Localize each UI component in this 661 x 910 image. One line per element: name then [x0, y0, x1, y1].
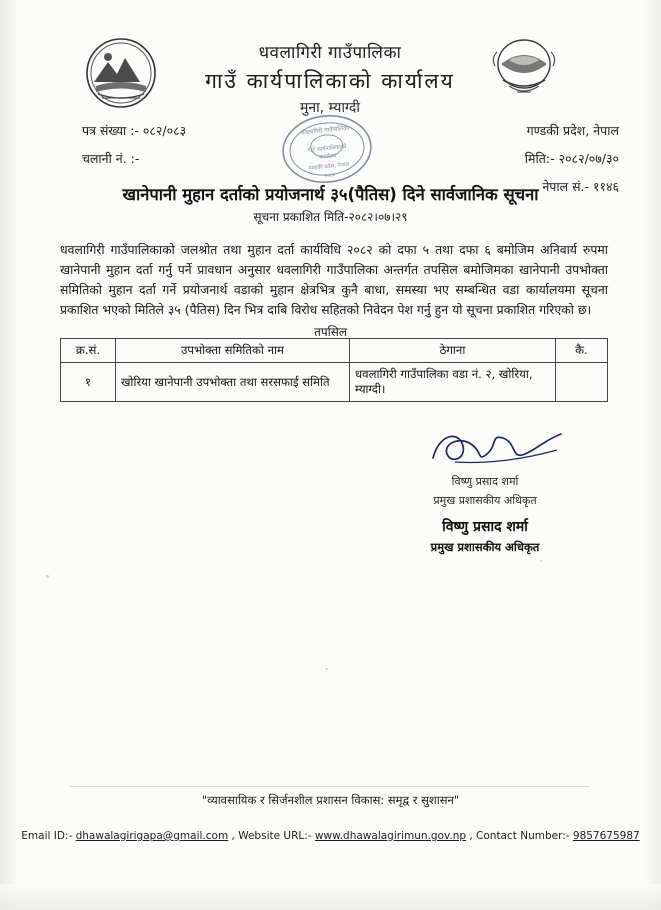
tapasil-label: तपसिल — [313, 325, 347, 339]
signature-name-printed: विष्णु प्रसाद शर्मा — [442, 519, 528, 535]
details-table — [60, 338, 608, 402]
meta-left-column — [82, 122, 302, 178]
email-address[interactable]: dhawalagirigapa@gmail.com — [75, 830, 229, 842]
office-place: मुना, म्याग्दी — [300, 100, 360, 116]
svg-text:कार्यालय: कार्यालय — [318, 153, 337, 161]
footer-divider — [70, 786, 590, 787]
table-row — [61, 363, 608, 402]
table-header-row — [61, 339, 608, 363]
scan-edge-bottom — [0, 884, 661, 910]
scan-speck — [540, 560, 542, 562]
header-remarks: कै. — [555, 339, 607, 363]
issue-date: मिति:- २०८२/०७/३० — [524, 151, 619, 166]
details-table-wrapper — [60, 338, 608, 402]
header-committee-name: उपभोक्ता समितिको नाम — [115, 339, 349, 363]
nepal-sambat: नेपाल सं.- ११४६ — [542, 179, 619, 194]
notice-body-paragraph: धवलागिरी गाउँपालिकाको जलश्रोत तथा मुहान दर्ता कार्यविधि २०८२ को दफा ५ तथा दफा ६ बमोजिम अनिवार्य रुपमा खानेपानी मुहान दर्ता गर्नु पर्ने प्रावधान अनुसार धवलागिरी गाउँपालिका अन्तर्गत तपसिल बमोजिमका खानेपानी उपभोक्ता समितिको मुहान दर्ता गर्ने प्रयोजनार्थ वडाको मुहान क्षेत्रभित्र कुनै बाधा, समस्या भए सम्बन्धित वडा कार्यालयमा सूचना प्रकाशित भएको मितिले ३५ (पैतिस) दिन भित्र दाबि विरोध सहितको निवेदन पेश गर्नु हुन यो सूचना प्रकाशित गरिएको छ। — [60, 242, 608, 317]
row-remarks — [555, 363, 607, 402]
row-address: धवलागिरी गाउँपालिका वडा नं. २, खोरिया, म्याग्दी। — [350, 363, 556, 402]
row-serial: १ — [61, 363, 116, 402]
svg-text:२०८२: २०८२ — [324, 172, 336, 180]
footer-contact-line — [0, 830, 661, 842]
signature-name-handwritten: विष्णु प्रसाद शर्मा — [451, 475, 519, 488]
row-committee-name: खोरिया खानेपानी उपभोक्ता तथा सरसफाई समिति — [115, 363, 349, 402]
province-country: गण्डकी प्रदेश, नेपाल — [526, 123, 619, 138]
organization-name: धवलागिरी गाउँपालिका — [258, 43, 402, 63]
website-label: , Website URL:- — [231, 830, 312, 842]
office-name: गाउँ कार्यपालिकाको कार्यालय — [205, 69, 455, 93]
svg-text:गण्डकी प्रदेश, नेपाल: गण्डकी प्रदेश, नेपाल — [308, 161, 350, 173]
dispatch-number: चलानी नं. :- — [82, 151, 140, 166]
document-meta — [0, 122, 661, 194]
footer-slogan: "व्यावसायिक र सिर्जनशील प्रशासन विकास: समृद्व र सुशासन" — [201, 793, 460, 807]
notice-title: खानेपानी मुहान दर्ताको प्रयोजनार्थ ३५(पैतिस) दिने सार्वजानिक सूचना — [122, 185, 539, 204]
nepal-national-emblem — [487, 30, 561, 104]
handwritten-signature — [365, 424, 605, 472]
notice-publish-date: सूचना प्रकाशित मिति-२०८२।०७।२९ — [253, 210, 408, 224]
scan-speck — [46, 575, 49, 578]
contact-label: , Contact Number:- — [469, 830, 570, 842]
email-label: Email ID:- — [21, 830, 73, 842]
municipality-emblem — [84, 36, 158, 110]
signature-role-printed: प्रमुख प्रशासकीय अधिकृत — [430, 540, 540, 554]
header-serial: क्र.सं. — [61, 339, 116, 363]
contact-number[interactable]: 9857675987 — [572, 830, 640, 842]
signature-block — [365, 424, 605, 555]
svg-text:धवलागिरी गाउँपालिका: धवलागिरी गाउँपालिका — [300, 124, 350, 137]
svg-text:गाउँ कार्यपालिकाको: गाउँ कार्यपालिकाको — [307, 143, 347, 155]
letter-number: पत्र संख्या :- ०८२/०८३ — [82, 123, 187, 138]
header-address: ठेगाना — [350, 339, 556, 363]
signature-role-handwritten: प्रमुख प्रशासकीय अधिकृत — [433, 494, 537, 507]
website-url[interactable]: www.dhawalagirimun.gov.np — [314, 830, 467, 842]
scan-speck — [325, 668, 328, 670]
